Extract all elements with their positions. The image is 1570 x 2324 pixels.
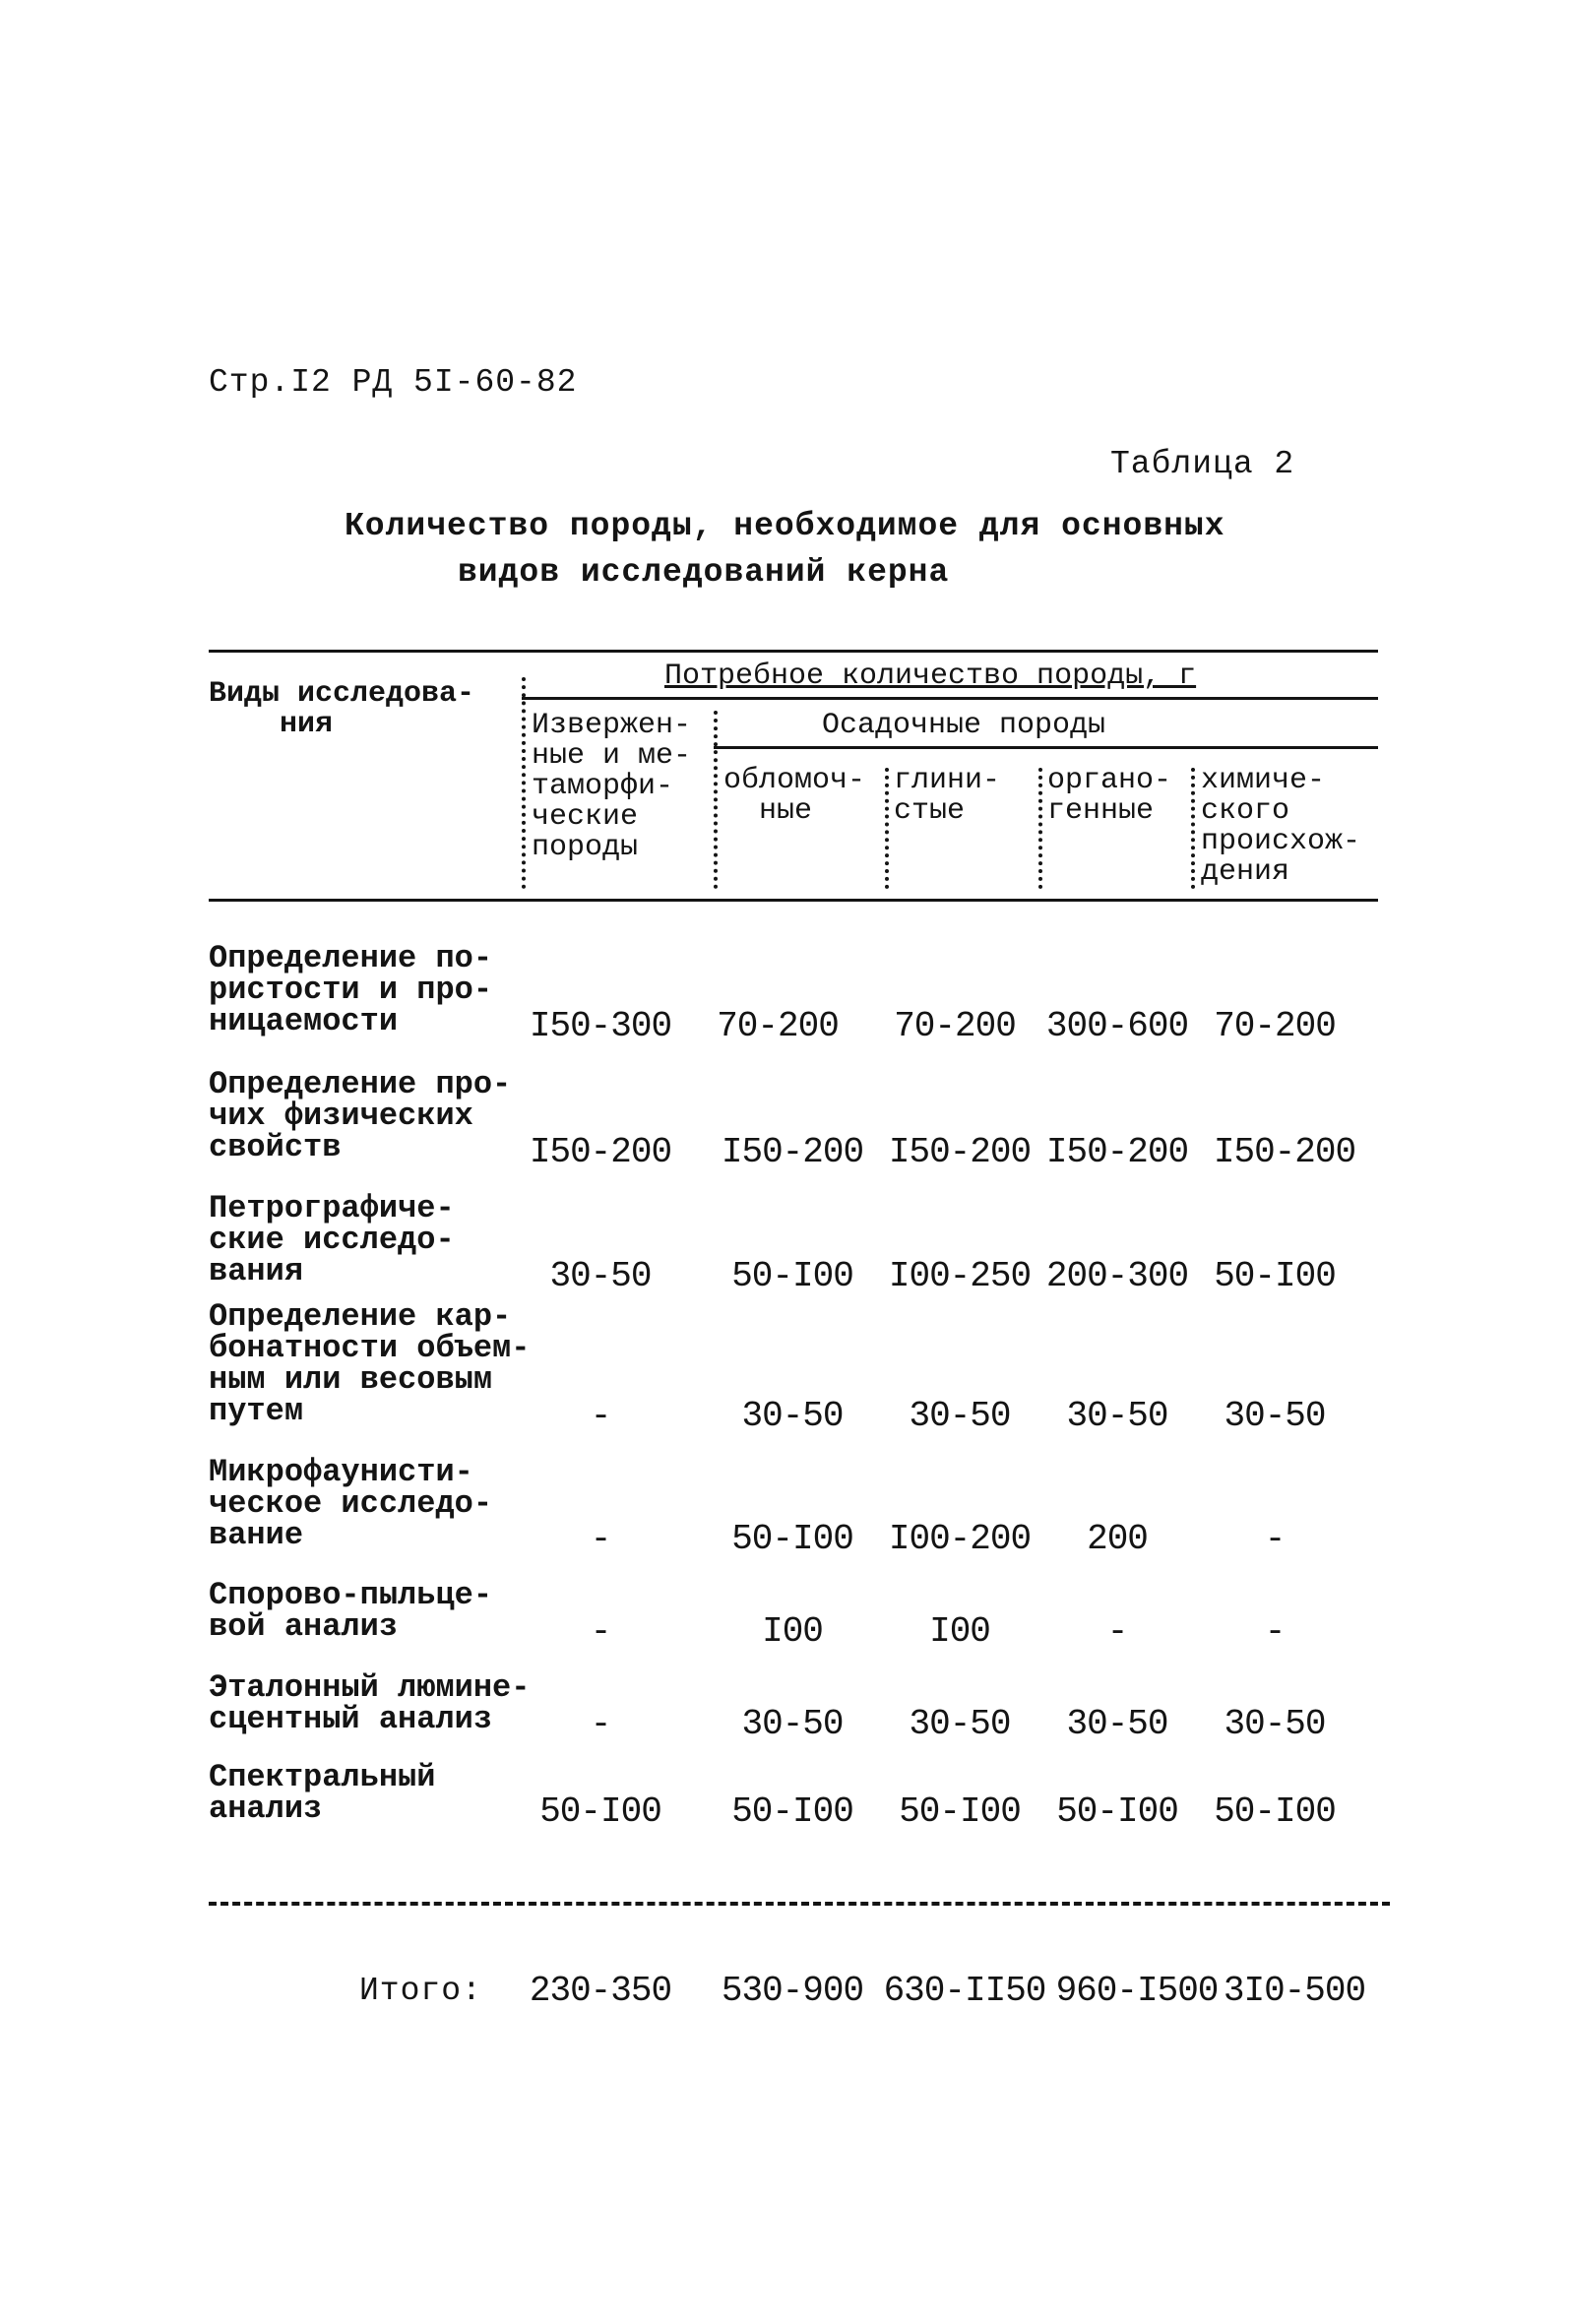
rule-under-sedimentary [714, 746, 1378, 749]
col-divider-4 [1038, 768, 1042, 889]
header-required-amount: Потребное количество породы, г [664, 660, 1197, 693]
cell: - [590, 1704, 611, 1744]
cell: I50-200 [721, 1132, 864, 1172]
cell: 30-50 [549, 1256, 652, 1296]
table-title-line2: видов исследований керна [458, 554, 950, 591]
cell: I50-200 [529, 1132, 672, 1172]
cell: I00 [929, 1611, 990, 1652]
cell: - [1106, 1611, 1128, 1652]
header-organogenic: органо- генные [1047, 764, 1172, 828]
total-label: Итого: [359, 1973, 482, 2009]
header-bottom-rule [209, 899, 1378, 902]
cell: I00-250 [888, 1256, 1032, 1296]
total-cell: 960-I500 [1055, 1971, 1219, 2011]
header-chemical: химиче- ского происхож- дения [1201, 764, 1361, 889]
header-igneous: Извержен- ные и ме- таморфи- ческие породы [532, 709, 692, 864]
col-divider-5 [1191, 768, 1195, 889]
col-divider-3 [885, 768, 889, 889]
cell: 50-I00 [1214, 1791, 1336, 1832]
total-cell: 530-900 [721, 1971, 864, 2011]
cell: 30-50 [1066, 1704, 1168, 1744]
cell: - [1264, 1519, 1286, 1559]
col-divider-2 [714, 711, 718, 889]
cell: 200 [1087, 1519, 1148, 1559]
cell: 30-50 [1224, 1396, 1326, 1436]
cell: 50-I00 [539, 1791, 661, 1832]
table-label: Таблица 2 [1110, 446, 1295, 482]
table-bottom-rule [209, 1902, 1390, 1906]
cell: 50-I00 [1056, 1791, 1178, 1832]
cell: 30-50 [909, 1396, 1011, 1436]
cell: 50-I00 [1214, 1256, 1336, 1296]
cell: 50-I00 [731, 1519, 853, 1559]
page-header: Стр.I2 РД 5I-60-82 [209, 364, 578, 401]
cell: 70-200 [894, 1006, 1016, 1046]
cell: - [590, 1611, 611, 1652]
cell: 30-50 [741, 1704, 844, 1744]
header-sedimentary: Осадочные породы [822, 709, 1106, 742]
cell: - [590, 1519, 611, 1559]
header-clay: глини- стые [894, 764, 1001, 828]
cell: I00-200 [888, 1519, 1032, 1559]
cell: 50-I00 [899, 1791, 1021, 1832]
total-cell: 630-II50 [883, 1971, 1046, 2011]
cell: 50-I00 [731, 1791, 853, 1832]
cell: I50-200 [1213, 1132, 1356, 1172]
col-divider-1 [522, 677, 526, 889]
cell: 30-50 [1066, 1396, 1168, 1436]
header-clastic: обломоч- ные [723, 764, 866, 828]
cell: I00 [762, 1611, 823, 1652]
row-label: Микрофаунисти- ческое исследо- вание [209, 1454, 493, 1553]
cell: 30-50 [1224, 1704, 1326, 1744]
table-title-line1: Количество породы, необходимое для основных [345, 508, 1225, 544]
total-cell: 230-350 [529, 1971, 672, 2011]
row-label: Определение по- ристости и про- ницаемости [209, 940, 493, 1039]
row-label: Определение кар- бонатности объем- ным или весовым путем [209, 1298, 531, 1429]
cell: 200-300 [1045, 1256, 1189, 1296]
header-row-label: Виды исследова- ния [209, 677, 475, 741]
cell: 30-50 [741, 1396, 844, 1436]
row-label: Петрографиче- ские исследо- вания [209, 1190, 455, 1289]
cell: I50-300 [529, 1006, 672, 1046]
rule-under-required-amount [522, 697, 1378, 700]
row-label: Определение про- чих физических свойств [209, 1066, 512, 1165]
cell: - [1264, 1611, 1286, 1652]
row-label: Спорово-пыльце- вой анализ [209, 1577, 493, 1645]
total-cell: 3I0-500 [1223, 1971, 1366, 2011]
row-label: Спектральный анализ [209, 1759, 436, 1827]
cell: - [590, 1396, 611, 1436]
cell: I50-200 [888, 1132, 1032, 1172]
cell: 30-50 [909, 1704, 1011, 1744]
cell: 50-I00 [731, 1256, 853, 1296]
cell: 70-200 [1214, 1006, 1336, 1046]
cell: 300-600 [1045, 1006, 1189, 1046]
cell: I50-200 [1045, 1132, 1189, 1172]
row-label: Эталонный люмине- сцентный анализ [209, 1669, 531, 1737]
cell: 70-200 [717, 1006, 839, 1046]
table-top-rule [209, 650, 1378, 653]
